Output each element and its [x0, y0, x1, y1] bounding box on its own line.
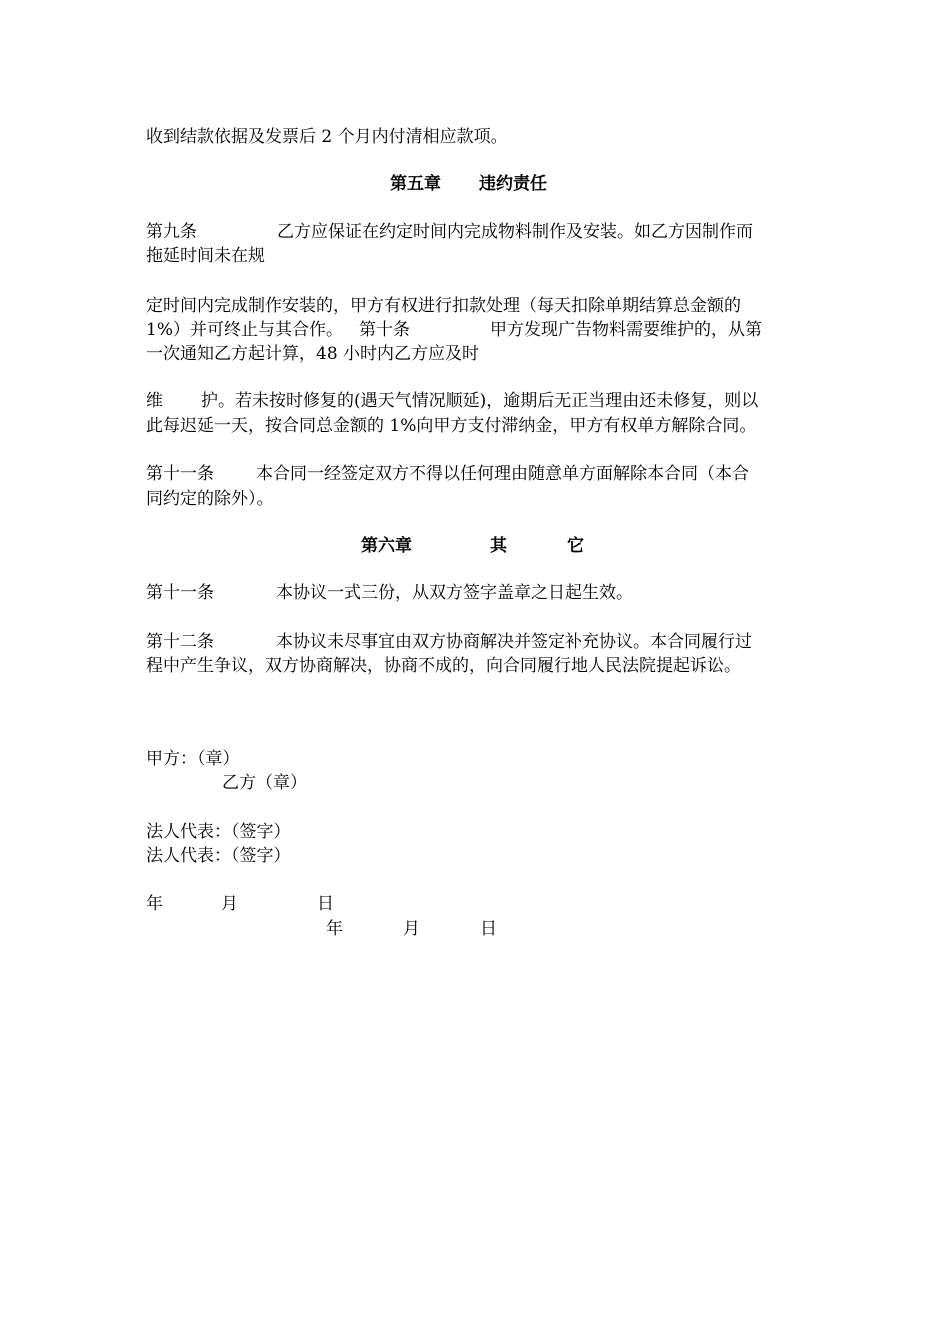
paragraph-4-line-2: 此每迟延一天，按合同总金额的 1%向甲方支付滞纳金，甲方有权单方解除合同。	[146, 416, 757, 436]
paragraph-3-text-2a: 1%）并可终止与其合作。	[146, 320, 343, 340]
article-9-line-2: 拖延时间未在规	[146, 246, 265, 266]
article-11b-label: 第十一条	[146, 583, 214, 603]
party-b-date-day: 日	[480, 919, 497, 939]
article-12-label: 第十二条	[146, 632, 214, 652]
article-11a-line-2: 同约定的除外）。	[146, 489, 274, 509]
chapter-6-label: 第六章	[361, 536, 412, 556]
article-12-line-2: 程中产生争议，双方协商解决，协商不成的，向合同履行地人民法院提起诉讼。	[146, 656, 741, 676]
chapter-6-heading	[361, 533, 584, 559]
paragraph-3-line-2	[146, 317, 762, 343]
party-a-seal: 甲方：（章）	[146, 749, 240, 769]
party-a-date-month: 月	[221, 894, 238, 914]
paragraph-4-line-1	[146, 388, 758, 414]
article-11a-line-1	[146, 461, 749, 487]
chapter-5-label: 第五章	[390, 174, 441, 194]
paragraph-4-word-1: 维	[146, 391, 163, 411]
chapter-6-title-2: 它	[567, 536, 584, 556]
party-a-date-day: 日	[317, 894, 334, 914]
article-10-label: 第十条	[358, 320, 410, 340]
party-a-date-year: 年	[146, 894, 163, 914]
article-10-text: 甲方发现广告物料需要维护的，从第	[489, 320, 762, 340]
paragraph-4-text-1: 护。若未按时修复的(遇天气情况顺延)，逾期后无正当理由还未修复，则以	[201, 391, 759, 411]
chapter-6-title-1: 其	[490, 536, 507, 556]
payment-clause-tail: 收到结款依据及发票后 2 个月内付清相应款项。	[146, 127, 508, 147]
party-a-representative: 法人代表：（签字）	[146, 822, 291, 842]
party-b-representative: 法人代表：（签字）	[146, 846, 291, 866]
article-11a-text-1: 本合同一经签定双方不得以任何理由随意单方面解除本合同（本合	[256, 464, 749, 484]
article-12-line-1	[146, 629, 752, 655]
paragraph-3-line-1: 定时间内完成制作安装的，甲方有权进行扣款处理（每天扣除单期结算总金额的	[146, 296, 741, 316]
article-11b-text: 本协议一式三份，从双方签字盖章之日起生效。	[276, 583, 633, 603]
article-9-line-1	[146, 219, 753, 245]
article-9-label: 第九条	[146, 222, 197, 242]
chapter-5-title: 违约责任	[479, 174, 547, 194]
party-b-date-month: 月	[403, 919, 420, 939]
article-12-text-1: 本协议未尽事宜由双方协商解决并签定补充协议。本合同履行过	[276, 632, 752, 652]
paragraph-3-line-3: 一次通知乙方起计算，48 小时内乙方应及时	[146, 344, 480, 364]
article-11b-line	[146, 580, 633, 606]
article-9-text-1: 乙方应保证在约定时间内完成物料制作及安装。如乙方因制作而	[277, 222, 753, 242]
party-b-date-year: 年	[326, 919, 343, 939]
article-11a-label: 第十一条	[146, 464, 214, 484]
party-b-seal: 乙方（章）	[222, 773, 307, 793]
chapter-5-heading	[390, 171, 547, 197]
